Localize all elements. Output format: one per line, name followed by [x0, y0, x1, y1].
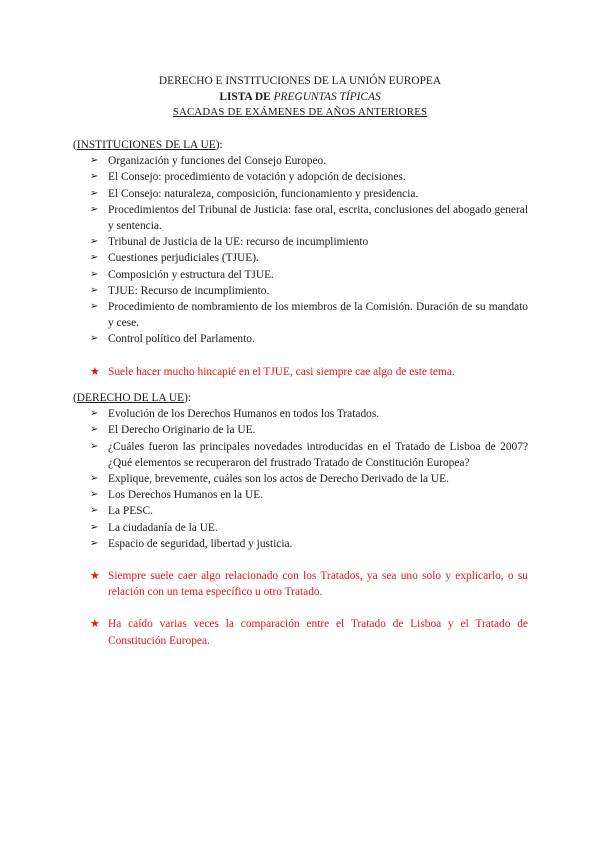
heading-close: ):: [215, 139, 223, 151]
star-icon: ★: [90, 364, 100, 378]
document-subtitle-secondary: SACADAS DE EXÁMENES DE AÑOS ANTERIORES: [172, 106, 428, 118]
arrow-bullet-icon: ➢: [90, 203, 99, 215]
list-item: [90, 299, 528, 331]
subtitle-bold-part: LISTA DE: [219, 90, 274, 103]
list-item-text: El Derecho Originario de la UE.: [108, 424, 256, 437]
list-item: [90, 283, 528, 299]
list-item-text: El Consejo: naturaleza, composición, funcionamiento y presidencia.: [108, 187, 419, 200]
arrow-bullet-icon: ➢: [90, 187, 99, 199]
list-item: [90, 406, 528, 422]
list-item: [90, 520, 528, 536]
note-text: Ha caído varias veces la comparación entre el Tratado de Lisboa y el Tratado de Constitución Europea.: [108, 618, 528, 647]
arrow-bullet-icon: ➢: [90, 252, 99, 264]
arrow-bullet-icon: ➢: [90, 537, 99, 549]
list-item-text: Procedimientos del Tribunal de Justicia: fase oral, escrita, conclusiones del abogado general y sentencia.: [108, 203, 528, 233]
question-list: [73, 406, 528, 552]
arrow-bullet-icon: ➢: [90, 268, 99, 280]
list-item: [90, 250, 528, 266]
list-item: [90, 439, 528, 471]
heading-open-paren: (: [73, 139, 77, 151]
section-heading: [73, 137, 528, 153]
list-item-text: Composición y estructura del TJUE.: [108, 268, 274, 281]
list-item-text: Explique, brevemente, cuáles son los actos de Derecho Derivado de la UE.: [108, 473, 449, 486]
list-item-text: Procedimiento de nombramiento de los miembros de la Comisión. Duración de su mandato y cese.: [108, 301, 528, 330]
section-instituciones: [73, 137, 528, 380]
list-item-text: Espacio de seguridad, libertad y justicia.: [108, 537, 293, 550]
document-header: [0, 74, 600, 121]
subtitle-italic-part: PREGUNTAS TÍPICAS: [273, 90, 381, 103]
arrow-bullet-icon: ➢: [90, 505, 99, 517]
arrow-bullet-icon: ➢: [90, 440, 99, 452]
list-item-text: ¿Cuáles fueron las principales novedades introducidas en el Tratado de Lisboa de 2007? ¿Qué elementos se recuperaron del frustrado Tratado de Constitución Europea?: [108, 440, 528, 469]
heading-text: DERECHO DE LA UE: [76, 392, 185, 404]
arrow-bullet-icon: ➢: [90, 284, 99, 296]
arrow-bullet-icon: ➢: [90, 473, 99, 485]
list-item: [90, 267, 528, 283]
list-item: [90, 186, 528, 202]
list-item-text: La ciudadanía de la UE.: [108, 521, 218, 534]
list-item-text: Los Derechos Humanos en la UE.: [108, 489, 263, 502]
list-item: [90, 422, 528, 438]
list-item: [90, 331, 528, 347]
exam-tip-note: [73, 568, 528, 600]
document-title: DERECHO E INSTITUCIONES DE LA UNIÓN EUROPEA: [158, 75, 442, 87]
star-icon: ★: [90, 617, 100, 631]
heading-open-paren: (: [73, 392, 77, 404]
arrow-bullet-icon: ➢: [90, 521, 99, 533]
list-item: [90, 487, 528, 503]
arrow-bullet-icon: ➢: [90, 333, 99, 345]
list-item-text: Evolución de los Derechos Humanos en todos los Tratados.: [108, 408, 380, 421]
exam-tip-note: [73, 616, 528, 648]
section-derecho: [73, 390, 528, 649]
list-item: [90, 503, 528, 519]
heading-text: INSTITUCIONES DE LA UE: [76, 139, 216, 151]
heading-close: ):: [184, 392, 192, 404]
exam-tip-note: [73, 364, 528, 380]
note-text: Siempre suele caer algo relacionado con los Tratados, ya sea uno solo y explicarlo, o su relación con un tema específico u otro Tratado.: [108, 570, 528, 599]
list-item-text: Control político del Parlamento.: [108, 333, 255, 346]
arrow-bullet-icon: ➢: [90, 301, 99, 313]
section-heading: [73, 390, 528, 406]
arrow-bullet-icon: ➢: [90, 489, 99, 501]
arrow-bullet-icon: ➢: [90, 424, 99, 436]
list-item: [90, 234, 528, 250]
arrow-bullet-icon: ➢: [90, 171, 99, 183]
list-item: [90, 169, 528, 185]
list-item-text: La PESC.: [108, 505, 153, 518]
list-item-text: TJUE: Recurso de incumplimiento.: [108, 284, 270, 297]
list-item: [90, 536, 528, 552]
document-subtitle: [0, 90, 600, 106]
note-text: Suele hacer mucho hincapié en el TJUE, casi siempre cae algo de este tema.: [108, 365, 455, 378]
arrow-bullet-icon: ➢: [90, 236, 99, 248]
question-list: [73, 153, 528, 347]
list-item-text: El Consejo: procedimiento de votación y adopción de decisiones.: [108, 171, 406, 184]
star-icon: ★: [90, 569, 100, 583]
list-item-text: Tribunal de Justicia de la UE: recurso de incumplimiento: [108, 236, 369, 249]
list-item-text: Cuestiones perjudiciales (TJUE).: [108, 252, 259, 265]
list-item: [90, 202, 528, 234]
list-item: [90, 471, 528, 487]
arrow-bullet-icon: ➢: [90, 155, 99, 167]
arrow-bullet-icon: ➢: [90, 408, 99, 420]
list-item-text: Organización y funciones del Consejo Europeo.: [108, 155, 327, 168]
list-item: [90, 153, 528, 169]
